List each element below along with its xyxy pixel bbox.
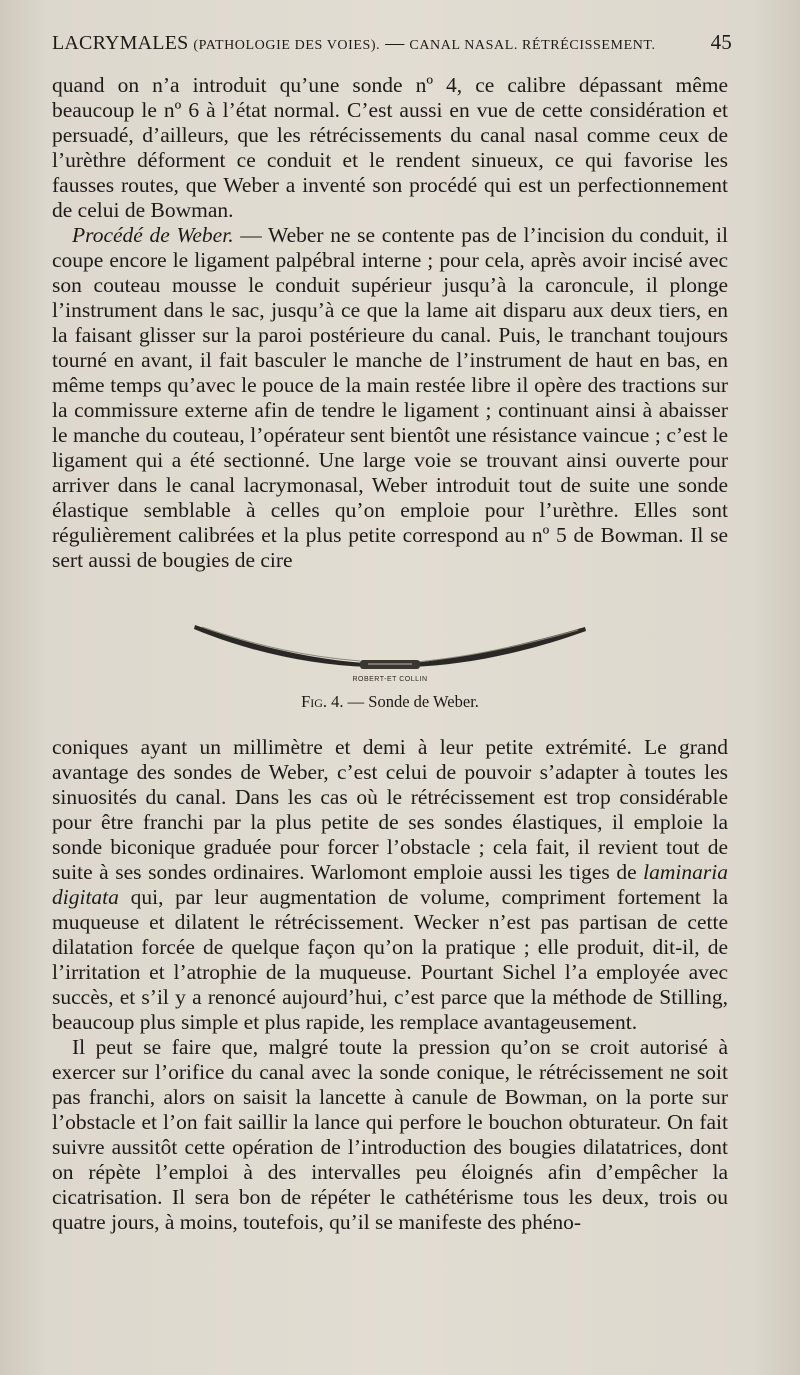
paragraph-bowman-lancet: Il peut se faire que, malgré toute la pression qu’on se croit autorisé à exercer sur l’orifice du canal avec la sonde conique, le rétrécissement ne soit pas franchi, alors on saisit la lancette à canule de Bowman, on la porte sur l’obstacle et l’on fait saillir la lance qui perfore le bouchon obturateur. On fait suivre aussitôt cette opération de l’introduction des bougies dilatatrices, dont on répète l’emploi à des intervalles peu éloignés afin d’empêcher la cicatrisation. Il sera bon de répéter le cathétérisme tous les deux, trois ou quatre jours, à moins, toutefois, qu’il se manifeste des phéno- [52,1035,728,1234]
paragraph-continued: quand on n’a introduit qu’une sonde nº 4, ce calibre dépassant même beaucoup le nº 6 à l’état normal. C’est aussi en vue de cette considération et persuadé, d’ailleurs, que les rétrécissements du canal nasal comme ceux de l’urèthre déforment ce conduit et le rendent sinueux, ce qui favorise les fausses routes, que Weber a inventé son procédé qui est un perfectionnement de celui de Bowman. [52,73,728,222]
probe-left-arm [194,625,368,667]
engraver-signature: ROBERT-ET COLLIN [352,676,428,683]
figure-caption-text: — Sonde de Weber. [343,692,479,711]
procedure-body: — Weber ne se contente pas de l’incision du conduit, il coupe encore le ligament palpébral interne ; pour cela, après avoir incisé avec son couteau mousse le conduit supérieur jusqu’à la caroncule, il plonge l’instrument dans le sac, jusqu’à ce que la lame ait disparu aux deux tiers, en la faisant glisser sur la paroi postérieure du canal. Puis, le tranchant toujours tourné en avant, il fait basculer le manche de l’instrument de haut en bas, en même temps qu’avec le pouce de la main restée libre il opère des tractions sur la commissure externe afin de tendre le ligament ; continuant ainsi à abaisser le manche du couteau, l’opérateur sent bientôt une résistance vaincue ; c’est le ligament qui a été sectionné. Une large voie se trouvant ainsi ouverte pour arriver dans le canal lacrymonasal, Weber introduit tout de suite une sonde élastique semblable à celles qu’on emploie pour l’urèthre. Elles sont régulièrement calibrées et la plus petite correspond au nº 5 de Bowman. Il se sert aussi de bougies de cire [52,223,728,572]
figure-caption [52,692,728,712]
text-block-top [52,73,728,573]
figure-caption-label: Fig. 4. [301,692,344,711]
running-head [52,30,732,60]
procedure-heading: Procédé de Weber. [72,223,234,247]
probe-right-highlight [416,630,578,662]
running-head-subsection: (PATHOLOGIE DES VOIES). [193,38,381,53]
probe-right-arm [410,627,586,667]
weber-probe-illustration [190,615,590,685]
paragraph-weber-probes [52,735,728,1035]
paragraph-weber-probes-part2: qui, par leur augmentation de volume, compriment fortement la muqueuse et dilatent le rétrécissement. Wecker n’est pas partisan de cette dilatation forcée de quelque façon qu’on la pratique ; elle produit, dit-il, de l’irritation et l’atrophie de la muqueuse. Pourtant Sichel l’a employée avec succès, et s’il y a renoncé aujourd’hui, c’est parce que la méthode de Stilling, beaucoup plus simple et plus rapide, les remplace avantageusement. [52,885,728,1034]
running-head-topic: CANAL NASAL. RÉTRÉCISSEMENT. [409,38,656,53]
paragraph-weber-probes-part1: coniques ayant un millimètre et demi à leur petite extrémité. Le grand avantage des sondes de Weber, c’est celui de pouvoir s’adapter à toutes les sinuosités du canal. Dans les cas où le rétrécissement est trop considérable pour être franchi par la plus petite de ses sondes élastiques, il emploie la sonde biconique graduée pour forcer l’obstacle ; cela fait, il revient tout de suite à ses sondes ordinaires. Warlomont emploie aussi les tiges de [52,735,728,884]
page-number: 45 [710,30,732,54]
running-head-left [52,32,656,55]
running-head-dash: — [385,33,405,54]
running-head-section: LACRYMALES [52,32,189,54]
text-block-bottom [52,735,728,1235]
laminaria-term: laminaria digitata [52,860,728,909]
paragraph-weber-procedure [52,223,728,573]
